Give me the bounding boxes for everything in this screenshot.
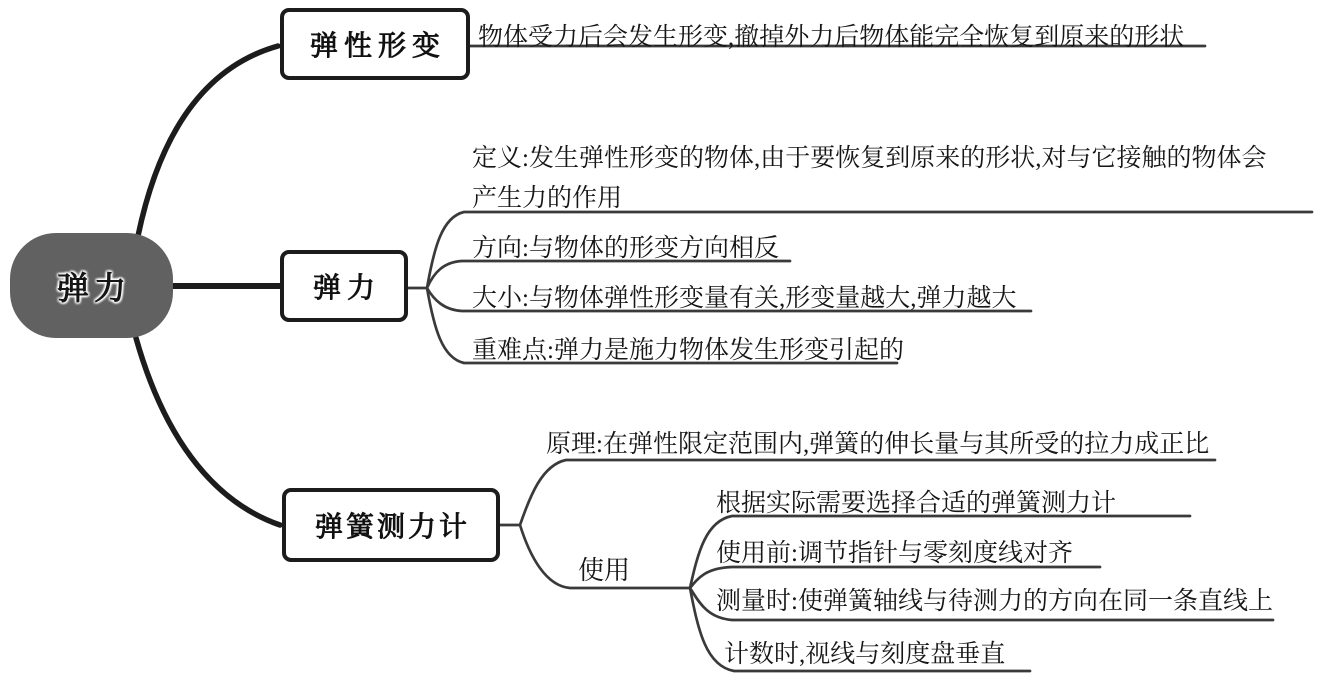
node-spring-dynamometer [282, 488, 500, 562]
connector-root-to-elastic-deformation [138, 46, 278, 236]
connector-root-to-spring-dynamometer [136, 338, 280, 525]
leaf-elastic-force-definition [472, 139, 1329, 219]
root-node-label: 弹力 [56, 269, 131, 306]
leaf-usage-select: 根据实际需要选择合适的弹簧测力计 [716, 490, 1117, 517]
node-spring-dynamometer-label: 弹簧测力计 [314, 512, 470, 543]
leaf-elastic-force-direction: 方向:与物体的形变方向相反 [472, 235, 779, 262]
leaf-elastic-deformation-note: 物体受力后会发生形变,撤掉外力后物体能完全恢复到原来的形状 [478, 24, 1185, 51]
leaf-elastic-force-magnitude: 大小:与物体弹性形变量有关,形变量越大,弹力越大 [472, 285, 1017, 312]
leaf-usage-reading: 计数时,视线与刻度盘垂直 [724, 641, 1006, 668]
definition-line-2: 产生力的作用 [472, 185, 623, 212]
node-elastic-force-label: 弹力 [312, 273, 381, 304]
node-elastic-deformation [280, 8, 470, 80]
definition-line-1: 定义:发生弹性形变的物体,由于要恢复到原来的形状,对与它接触的物体会 [472, 145, 1267, 172]
label-dynamometer-usage: 使用 [578, 556, 631, 585]
leaf-usage-before: 使用前:调节指针与零刻度线对齐 [716, 540, 1073, 567]
node-elastic-force [280, 250, 408, 322]
leaf-elastic-force-keypoint: 重难点:弹力是施力物体发生形变引起的 [472, 337, 904, 364]
node-elastic-deformation-label: 弹性形变 [309, 31, 446, 62]
root-node-elastic-force [10, 233, 173, 338]
leaf-dynamometer-principle: 原理:在弹性限定范围内,弹簧的伸长量与其所受的拉力成正比 [546, 431, 1210, 458]
leaf-usage-measuring: 测量时:使弹簧轴线与待测力的方向在同一条直线上 [716, 588, 1273, 615]
